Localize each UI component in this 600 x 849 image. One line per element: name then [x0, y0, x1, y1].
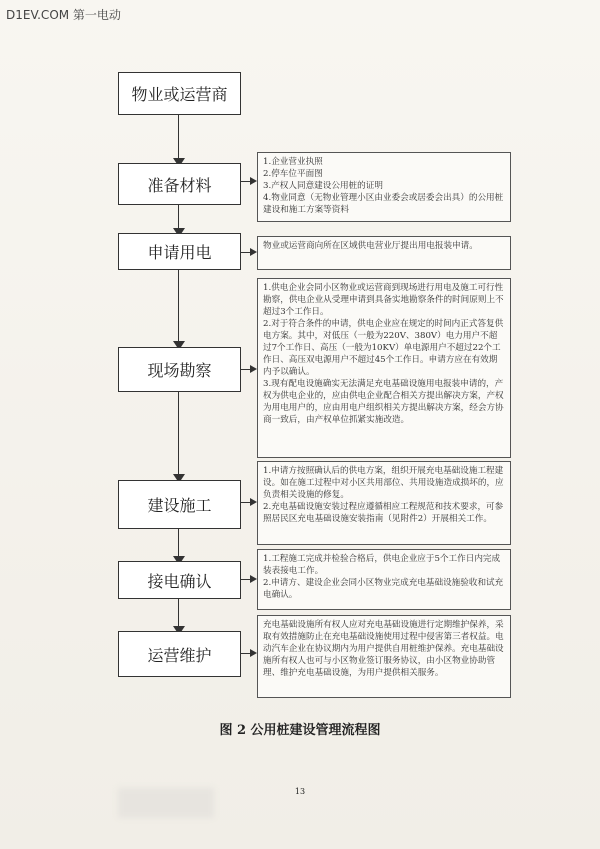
note-apply	[257, 236, 511, 270]
step-label: 准备材料	[147, 175, 212, 195]
step-label: 物业或运营商	[131, 85, 228, 104]
note-line: 2.对于符合条件的申请，供电企业应在规定的时间内正式答复供电方案。其中，对低压（一般为220V、380V）电力用户不超过7个工作日、高压（一般为10KV）单电源用户不超过22个工作日、高压双电源用户不超过45个工作日。申请方应在有效期内予以确认。	[263, 319, 504, 377]
note-line: 物业或运营商向所在区域供电营业厅提出用电报装申请。	[263, 241, 478, 251]
watermark: D1EV.COM 第一电动	[6, 8, 121, 22]
step-box-apply-power	[118, 233, 241, 270]
step-box-operation	[118, 631, 241, 677]
note-line: 1.供电企业会同小区物业或运营商到现场进行用电及施工可行性勘察，供电企业从受理申请到具备实地勘察条件的时间原则上不超过3个工作日。	[263, 283, 504, 317]
note-construction	[257, 461, 511, 545]
step-box-prepare-materials	[118, 163, 241, 205]
note-power-connection	[257, 549, 511, 610]
step-label: 运营维护	[147, 645, 212, 665]
note-survey	[257, 278, 511, 458]
right-arrow-icon	[250, 365, 257, 373]
note-materials	[257, 152, 511, 222]
step-label: 接电确认	[147, 571, 212, 591]
step-label: 建设施工	[147, 496, 212, 515]
step-label: 现场勘察	[147, 361, 212, 380]
note-line: 1.申请方按照确认后的供电方案，组织开展充电基础设施工程建设。如在施工过程中对小区共用部位、共用设施造成损坏的，应负责相关设施的修复。	[263, 466, 504, 500]
right-arrow-icon	[250, 498, 257, 506]
right-arrow-icon	[250, 248, 257, 256]
page-number: 13	[294, 787, 306, 796]
step-label: 申请用电	[147, 243, 212, 262]
step-box-power-connection	[118, 561, 241, 599]
connector-line	[178, 390, 179, 476]
note-line: 1.工程施工完成并检验合格后，供电企业应于5个工作日内完成装表接电工作。	[263, 554, 501, 576]
right-arrow-icon	[250, 649, 257, 657]
figure-caption: 图 2 公用桩建设管理流程图	[219, 723, 381, 738]
note-line: 充电基础设施所有权人应对充电基础设施进行定期维护保养，采取有效措施防止在充电基础设施使用过程中侵害第三者权益。电动汽车企业在协议期内为用户提供自用桩维护保养。充电基础设施所有权人也可与小区物业签订服务协议，由小区物业协助管理、维护充电基础设施，为用户提供相关服务。	[263, 620, 504, 678]
note-line: 1.企业营业执照	[263, 157, 323, 167]
note-line: 3.现有配电设施确实无法满足充电基础设施用电报装申请的，产权为供电企业的，应由供电企业配合相关方提出解决方案，产权为用电用户的，应由用电户组织相关方提出解决方案，经会方协商一致后，由产权单位抓紧实施改造。	[263, 379, 504, 425]
note-operation	[257, 615, 511, 698]
right-arrow-icon	[250, 575, 257, 583]
connector-line	[178, 527, 179, 558]
note-line: 2.申请方、建设企业会同小区物业完成充电基础设施验收和试充电确认。	[263, 578, 504, 600]
connector-line	[178, 268, 179, 343]
connector-line	[178, 113, 179, 160]
note-line: 2.停车位平面图	[263, 169, 323, 179]
step-box-site-survey	[118, 347, 241, 392]
note-line: 2.充电基础设施安装过程应遵循相应工程规范和技术要求，可参照居民区充电基础设施安装指南（见附件2）开展相关工作。	[263, 502, 504, 524]
connector-line	[178, 203, 179, 230]
connector-line	[178, 597, 179, 628]
note-line: 4.物业同意（无物业管理小区由业委会或居委会出具）的公用桩建设和施工方案等资料	[263, 193, 504, 215]
right-arrow-icon	[250, 177, 257, 185]
step-box-construction	[118, 480, 241, 529]
step-box-start	[118, 72, 241, 115]
note-line: 3.产权人同意建设公用桩的证明	[263, 181, 383, 191]
